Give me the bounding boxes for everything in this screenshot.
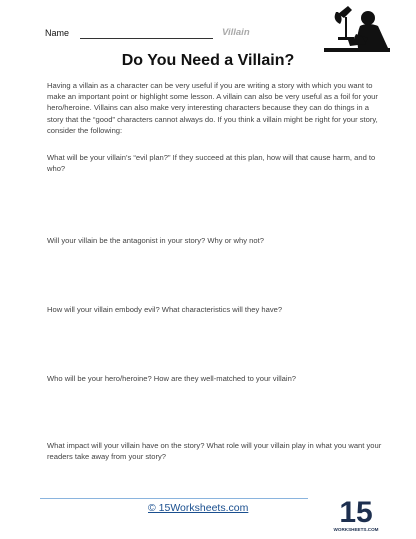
question-2: Will your villain be the antagonist in your story? Why or why not? — [47, 236, 264, 245]
question-3: How will your villain embody evil? What characteristics will they have? — [47, 305, 283, 314]
reader-silhouette-icon — [318, 4, 390, 56]
question-1: What will be your villain’s “evil plan?” If they succeed at this plan, how will that cause harm, and to who? — [47, 153, 376, 174]
name-line[interactable] — [80, 38, 213, 39]
name-label: Name — [45, 28, 70, 38]
question-5: What impact will your villain have on the story? What role will your villain play in what you want your readers take away from your story? — [47, 441, 382, 462]
logo-text: WORKSHEETS.COM — [333, 527, 379, 532]
topic-label: Villain — [222, 27, 250, 38]
question-4: Who will be your hero/heroine? How are they well-matched to your villain? — [47, 374, 297, 383]
footer-rule — [40, 498, 308, 499]
logo-number: 15 — [339, 496, 373, 529]
page-title: Do You Need a Villain? — [121, 52, 295, 69]
footer-link[interactable]: © 15Worksheets.com — [148, 502, 249, 514]
intro-paragraph: Having a villain as a character can be very useful if you are writing a story with which you want to make an important point or highlight some lesson. A villain can also be very useful as a foil for your hero/heroine. Villains can also make very interesting characters because they can do things in a story that the “good” characters cannot always do. If you think a villain might be right for your story, consider the following: — [47, 81, 378, 135]
worksheets-logo — [333, 494, 379, 534]
